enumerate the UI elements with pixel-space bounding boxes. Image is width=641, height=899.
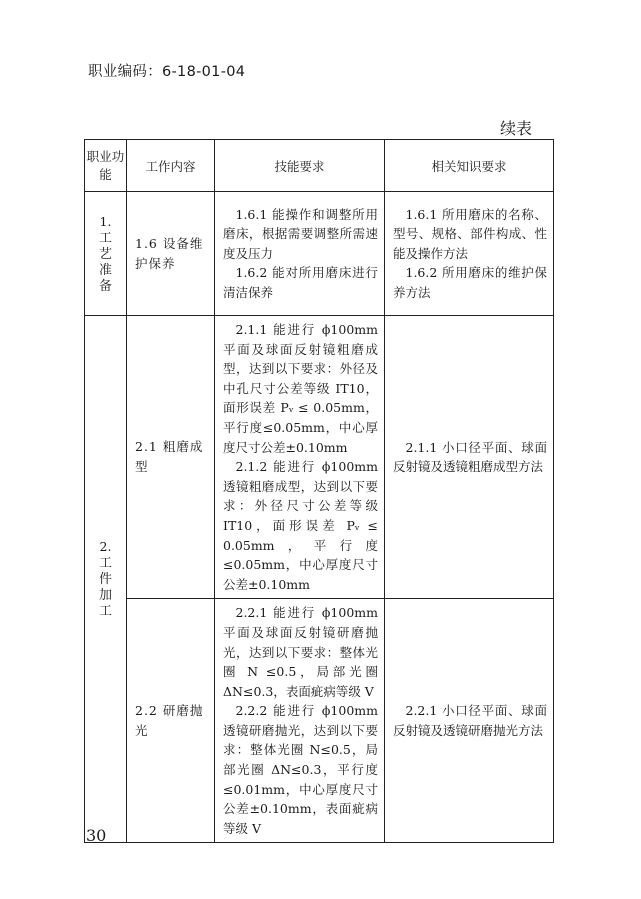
header-knowledge: 相关知识要求 — [385, 140, 554, 192]
table-row — [85, 599, 554, 843]
work-content-cell: 2.2 研磨抛光 — [127, 599, 215, 843]
knowledge-cell — [385, 192, 554, 316]
occupation-code: 职业编码：6-18-01-04 — [88, 64, 246, 80]
page-number: 30 — [86, 826, 107, 845]
skills-cell — [215, 192, 385, 316]
work-content-cell: 2.1 粗磨成型 — [127, 316, 215, 599]
skills-cell — [215, 599, 385, 843]
skill-item: 2.2.1 能进行 ϕ100mm 平面及球面反射镜研磨抛光，达到以下要求：整体光圈 N ≤0.5，局部光圈 ΔN≤0.3，表面疵病等级 V — [223, 605, 378, 699]
table-header-row — [85, 140, 554, 192]
knowledge-cell — [385, 599, 554, 843]
table-row — [85, 192, 554, 316]
function-cell — [85, 192, 127, 316]
skills-cell — [215, 316, 385, 599]
continued-label: 续表 — [500, 119, 533, 138]
work-content-cell: 1.6 设备维护保养 — [127, 192, 215, 316]
skill-item: 1.6.1 能操作和调整所用磨床，根据需要调整所需速度及压力 — [223, 206, 378, 261]
header-function: 职业功能 — [85, 140, 127, 192]
knowledge-item: 2.2.1 小口径平面、球面反射镜及透镜研磨抛光方法 — [393, 703, 547, 738]
skill-item: 2.2.2 能进行 ϕ100mm 透镜研磨抛光，达到以下要求：整体光圈 N≤0.5，局部光圈 ΔN≤0.3，平行度≤0.01mm，中心厚度尺寸公差±0.10mm，表面疵病等级 V — [223, 703, 378, 836]
function-cell — [85, 316, 127, 843]
skill-item: 1.6.2 能对所用磨床进行清洁保养 — [223, 265, 378, 300]
function-name: 工艺准备 — [99, 230, 113, 294]
skill-item: 2.1.2 能进行 ϕ100mm 透镜粗磨成型，达到以下要求：外径尺寸公差等级IT10，面形误差 Pᵥ ≤ 0.05mm，平行度≤0.05mm，中心厚度尺寸公差±0.10mm — [223, 459, 378, 592]
header-skills: 技能要求 — [215, 140, 385, 192]
function-number: 2. — [99, 539, 112, 555]
skill-item: 2.1.1 能进行 ϕ100mm 平面及球面反射镜粗磨成型，达到以下要求：外径及中孔尺寸公差等级 IT10，面形误差 Pᵥ ≤ 0.05mm，平行度≤0.05mm，中心厚度尺寸公差±0.10mm — [223, 322, 378, 455]
header-work-content: 工作内容 — [127, 140, 215, 192]
knowledge-cell — [385, 316, 554, 599]
table-row — [85, 316, 554, 599]
knowledge-item: 2.1.1 小口径平面、球面反射镜及透镜粗磨成型方法 — [393, 439, 547, 475]
function-number: 1. — [99, 213, 112, 229]
knowledge-item: 1.6.1 所用磨床的名称、型号、规格、部件构成、性能及操作方法 — [393, 206, 547, 261]
skills-table — [84, 139, 554, 843]
function-name: 工件加工 — [99, 556, 113, 620]
knowledge-item: 1.6.2 所用磨床的维护保养方法 — [393, 265, 547, 300]
